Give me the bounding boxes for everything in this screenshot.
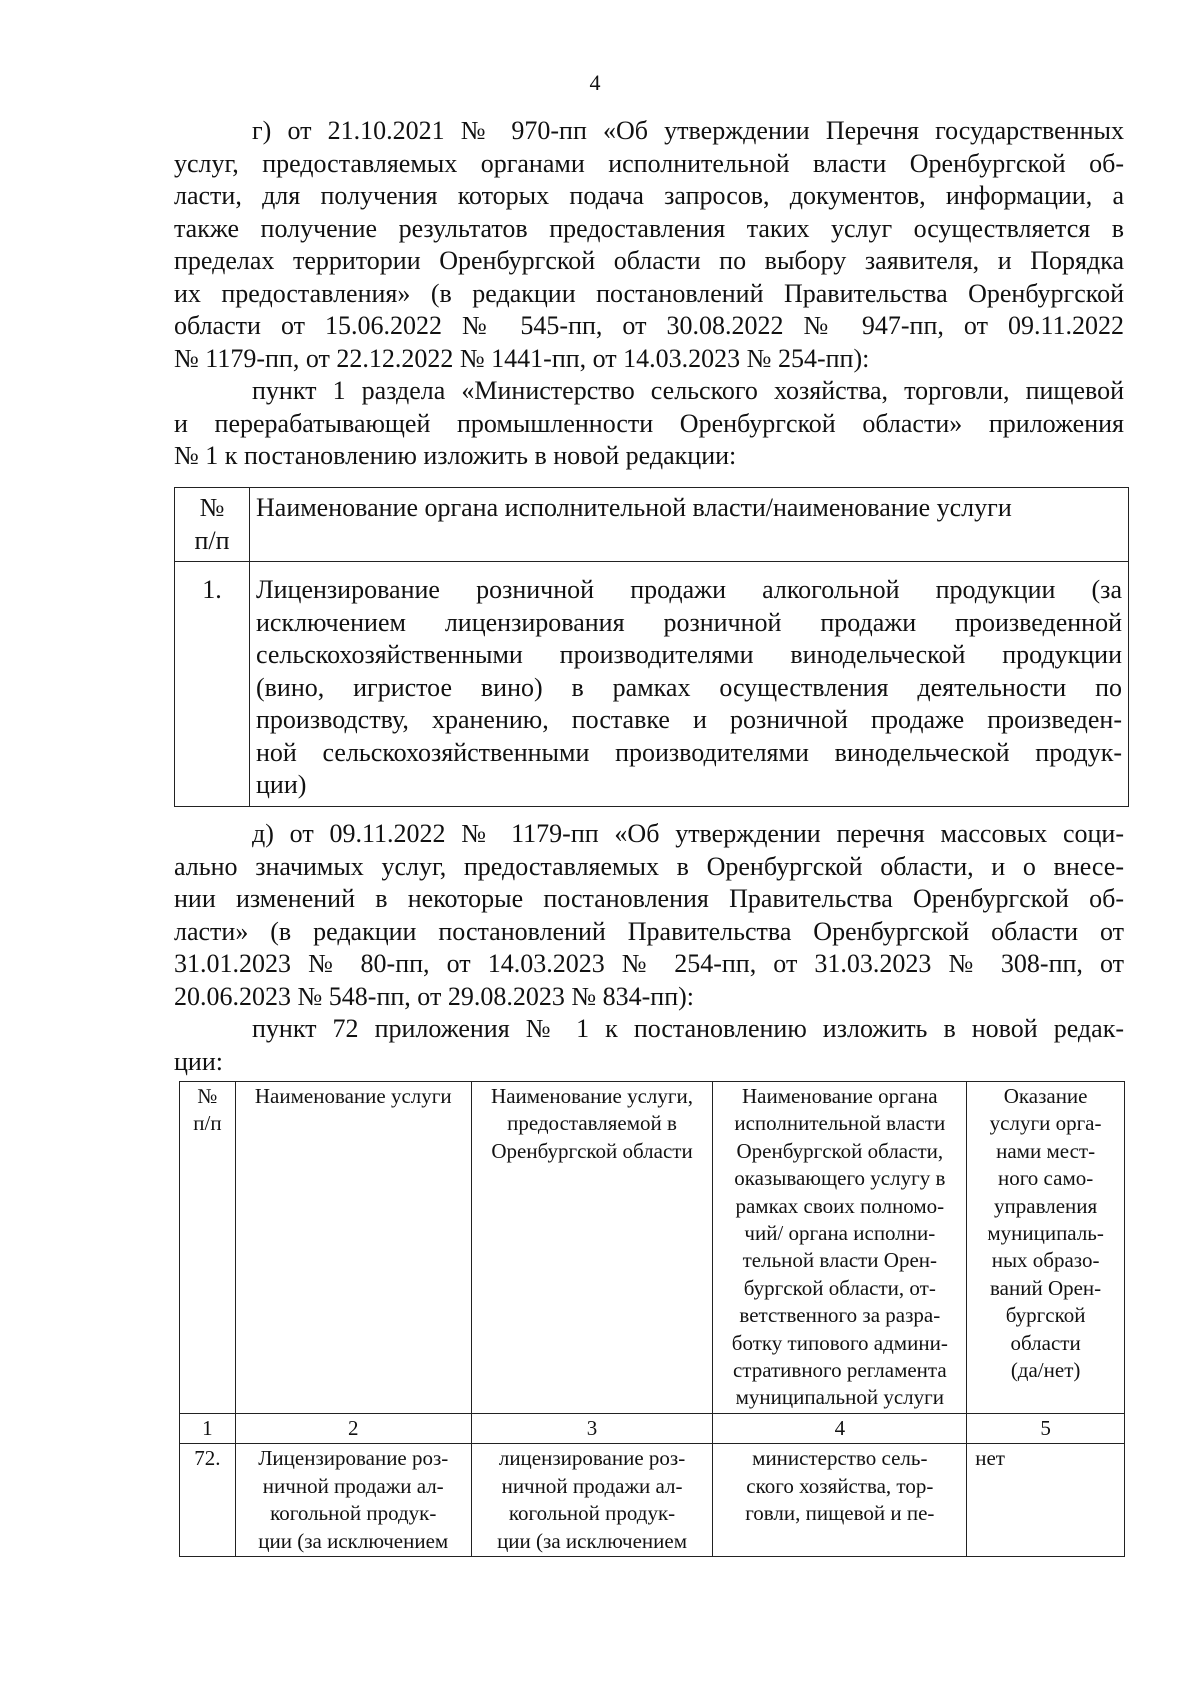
header-text: Оренбургской области <box>491 1138 693 1163</box>
text-line: услуг, предоставляемых органами исполнительной власти Оренбургской об- <box>174 148 1124 178</box>
header-cell-municipal <box>967 1082 1125 1414</box>
text-line: 31.01.2023 № 80-пп, от 14.03.2023 № 254-пп, от 31.03.2023 № 308-пп, от <box>174 949 1124 978</box>
col-number: 1 <box>180 1413 236 1443</box>
text-line: ально значимых услуг, предоставляемых в Оренбургской области, и о внесе- <box>174 851 1124 881</box>
text-line: также получение результатов предоставления таких услуг осуществляется в <box>174 213 1124 243</box>
text-line: нии изменений в некоторые постановления Правительства Оренбургской об- <box>174 884 1124 913</box>
text-line: исключением лицензирования розничной продажи произведенной <box>256 607 1122 637</box>
row-service-region-cell <box>471 1444 713 1557</box>
cell-text: ции (за исключением <box>497 1528 687 1553</box>
column-number-row <box>180 1413 1125 1443</box>
header-num: № <box>199 493 225 522</box>
header-text: исполнительной власти <box>734 1111 946 1136</box>
text-line: (вино, игристое вино) в рамках осуществления деятельности по <box>256 672 1122 702</box>
header-name-cell <box>250 488 1129 562</box>
text-line: и перерабатывающей промышленности Оренбургской области» приложения <box>174 408 1124 438</box>
header-text: ваний Орен- <box>990 1275 1102 1300</box>
row-num: 72. <box>180 1444 236 1557</box>
cell-text: ции (за исключением <box>258 1528 449 1553</box>
text-line: производству, хранению, поставке и розничной продаже произведен- <box>256 705 1122 734</box>
header-text: бургской области, от- <box>743 1275 936 1300</box>
col-number: 4 <box>713 1413 967 1443</box>
table-row <box>175 562 1129 807</box>
col-number: 2 <box>235 1413 471 1443</box>
header-text: (да/нет) <box>1010 1358 1081 1383</box>
text-line: их предоставления» (в редакции постановлений Правительства Оренбургской <box>174 278 1124 308</box>
text-line: ции: <box>174 1046 223 1076</box>
header-text: области <box>1010 1330 1081 1355</box>
header-text: нами мест- <box>996 1138 1096 1163</box>
row-num: 1. <box>202 575 222 604</box>
header-num-sub: п/п <box>194 525 230 555</box>
header-text: предоставляемой в <box>507 1111 677 1136</box>
header-cell-service-region <box>471 1082 713 1414</box>
paragraph-d <box>174 818 1124 1076</box>
text-line: сельскохозяйственными производителями винодельческой продукции <box>256 640 1122 669</box>
text-line: г) от 21.10.2021 № 970-пп «Об утверждении Перечня государственных <box>252 116 1124 145</box>
cell-text: когольной продук- <box>508 1501 676 1526</box>
header-text: оказывающего услугу в <box>734 1166 946 1191</box>
header-text: стративного регламента <box>732 1358 947 1383</box>
header-text: муниципаль- <box>987 1221 1104 1246</box>
text-line: ласти, для получения которых подача запросов, документов, информации, а <box>174 181 1124 210</box>
col-number: 5 <box>967 1413 1125 1443</box>
header-text: Оказание <box>1003 1084 1088 1108</box>
header-text: Наименование услуги, <box>491 1084 694 1108</box>
text-line: пункт 1 раздела «Министерство сельского хозяйства, торговли, пищевой <box>252 376 1124 405</box>
text-line: пределах территории Оренбургской области по выбору заявителя, и Порядка <box>174 246 1124 275</box>
header-text: № <box>197 1084 218 1108</box>
paragraph-g <box>174 115 1124 473</box>
row-service-cell <box>235 1444 471 1557</box>
text-line: 20.06.2023 № 548-пп, от 29.08.2023 № 834-пп): <box>174 981 694 1011</box>
cell-text: говли, пищевой и пе- <box>745 1501 935 1526</box>
table-header-row <box>180 1082 1125 1414</box>
table-row <box>180 1444 1125 1557</box>
row-municipal-cell: нет <box>967 1444 1125 1557</box>
header-num-cell <box>175 488 250 562</box>
header-text: управления <box>994 1193 1098 1218</box>
header-text: Наименование услуги <box>254 1084 452 1108</box>
cell-text: ского хозяйства, тор- <box>746 1473 934 1498</box>
text-line: ции) <box>256 770 307 799</box>
header-text: ного само- <box>997 1166 1094 1191</box>
service-table-2 <box>179 1081 1125 1557</box>
row-authority-cell <box>713 1444 967 1557</box>
row-text-cell <box>250 562 1129 807</box>
text-line: пункт 72 приложения № 1 к постановлению изложить в новой редак- <box>252 1014 1124 1043</box>
header-text: ных образо- <box>991 1248 1100 1273</box>
cell-text: когольной продук- <box>270 1501 437 1526</box>
col-number: 3 <box>471 1413 713 1443</box>
header-text: услуги орга- <box>989 1111 1102 1136</box>
text-line: д) от 09.11.2022 № 1179-пп «Об утверждении перечня массовых соци- <box>252 819 1124 848</box>
header-text: п/п <box>193 1111 222 1136</box>
text-line: № 1 к постановлению изложить в новой редакции: <box>174 441 737 470</box>
header-text: Оренбургской области, <box>736 1138 944 1163</box>
text-line: области от 15.06.2022 № 545-пп, от 30.08.2022 № 947-пп, от 09.11.2022 <box>174 311 1124 340</box>
header-text: ветственного за разра- <box>739 1303 941 1328</box>
header-text: чий/ органа исполни- <box>744 1221 936 1246</box>
header-cell-num <box>180 1082 236 1414</box>
header-text: Наименование органа <box>742 1084 938 1108</box>
row-num-cell <box>175 562 250 807</box>
cell-text: Лицензирование роз- <box>258 1446 449 1471</box>
header-text: рамках своих полномо- <box>735 1193 945 1218</box>
text-line: ласти» (в редакции постановлений Правительства Оренбургской области от <box>174 916 1124 946</box>
header-text: муниципальной услуги <box>735 1385 945 1410</box>
cell-text: министерство сель- <box>752 1446 928 1471</box>
cell-text: ничной продажи ал- <box>501 1473 683 1498</box>
header-cell-service <box>235 1082 471 1414</box>
header-text: тельной власти Орен- <box>742 1248 938 1273</box>
table-header-row <box>175 488 1129 562</box>
text-line: № 1179-пп, от 22.12.2022 № 1441-пп, от 14.03.2023 № 254-пп): <box>174 343 870 373</box>
header-text: ботку типового админи- <box>731 1330 948 1355</box>
page-number: 4 <box>589 70 601 95</box>
text-line: Лицензирование розничной продажи алкогольной продукции (за <box>256 575 1122 604</box>
cell-text: ничной продажи ал- <box>262 1473 444 1498</box>
header-text: бургской <box>1005 1303 1086 1328</box>
cell-text: лицензирование роз- <box>498 1446 686 1471</box>
service-table-1 <box>174 487 1129 807</box>
text-line: ной сельскохозяйственными производителями винодельческой продук- <box>256 737 1122 767</box>
header-cell-authority <box>713 1082 967 1414</box>
header-name: Наименование органа исполнительной власти/наименование услуги <box>256 493 1012 522</box>
